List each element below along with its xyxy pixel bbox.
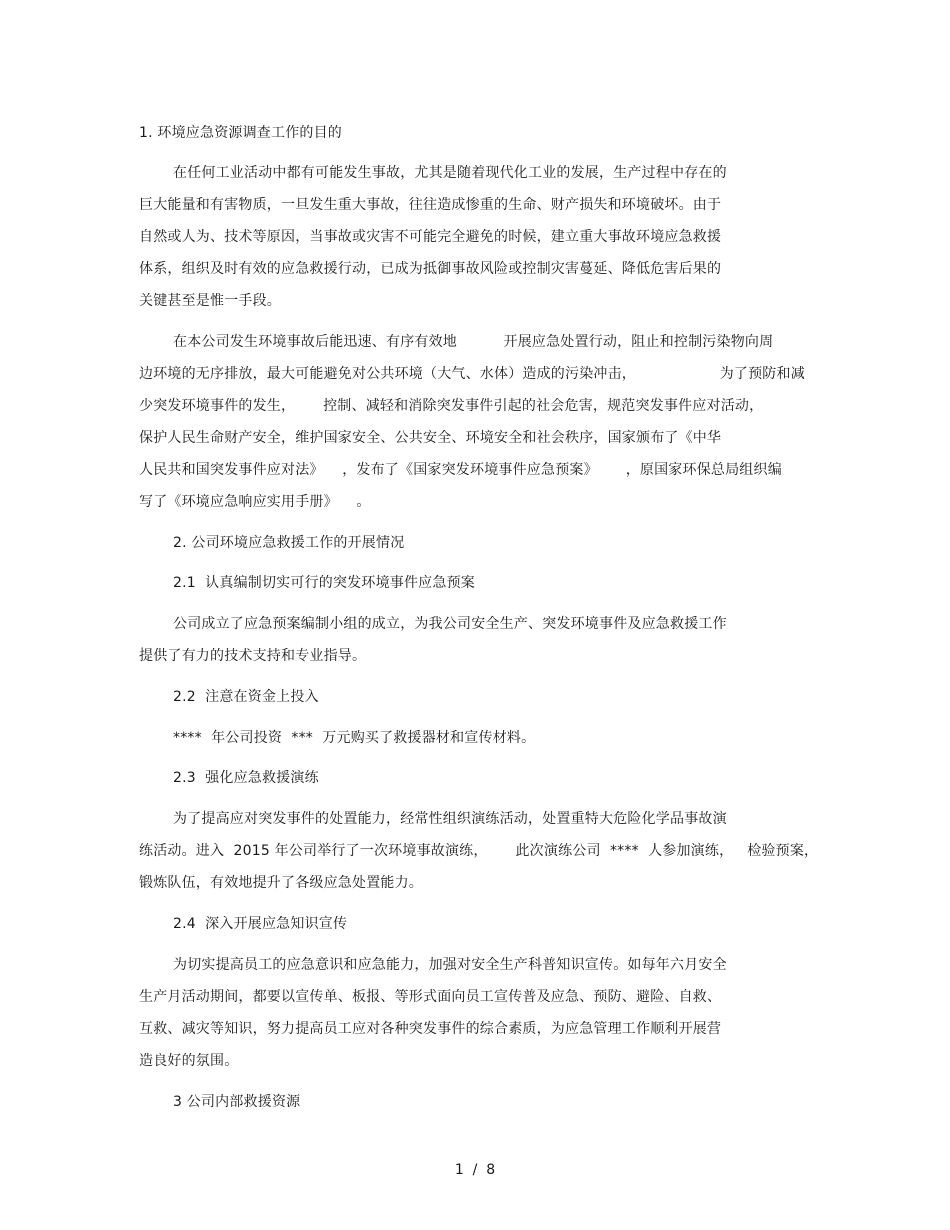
paragraph-line: 锻炼队伍，有效地提升了各级应急处置能力。	[139, 875, 423, 891]
paragraph-line: 少突发环境事件的发生， 控制、减轻和消除突发事件引起的社会危害，规范突发事件应对活动，	[139, 398, 764, 414]
section-heading-1: 1. 环境应急资源调查工作的目的	[139, 125, 343, 141]
paragraph-line: 自然或人为、技术等原因，当事故或灾害不可能完全避免的时候，建立重大事故环境应急救援	[139, 229, 722, 245]
paragraph-line: 提供了有力的技术支持和专业指导。	[139, 648, 367, 664]
subsection-heading-2-3: 2.3 强化应急救援演练	[173, 770, 319, 786]
paragraph-line: **** 年公司投资 *** 万元购买了救援器材和宣传材料。	[173, 730, 536, 746]
section-heading-3: 3 公司内部救援资源	[173, 1094, 301, 1110]
subsection-heading-2-2: 2.2 注意在资金上投入	[173, 689, 319, 705]
paragraph-line: 公司成立了应急预案编制小组的成立，为我公司安全生产、突发环境事件及应急救援工作	[173, 616, 727, 632]
subsection-heading-2-4: 2.4 深入开展应急知识宣传	[173, 916, 348, 932]
paragraph-line: 体系，组织及时有效的应急救援行动，已成为抵御事故风险或控制灾害蔓延、降低危害后果的	[139, 261, 722, 277]
paragraph-line: 写了《环境应急响应实用手册》 。	[139, 494, 371, 510]
paragraph-line: 互救、减灾等知识，努力提高员工应对各种突发事件的综合素质，为应急管理工作顺利开展营	[139, 1021, 722, 1037]
paragraph-line: 造良好的氛围。	[139, 1053, 239, 1069]
paragraph-line: 在本公司发生环境事故后能迅速、有序有效地 开展应急处置行动，阻止和控制污染物向周	[173, 334, 774, 350]
paragraph-line: 边环境的无序排放，最大可能避免对公共环境（大气、水体）造成的污染冲击， 为了预防和减	[139, 366, 805, 382]
paragraph-line: 生产月活动期间，都要以宣传单、板报、等形式面向员工宣传普及应急、预防、避险、自救、	[139, 989, 722, 1005]
paragraph-line: 在任何工业活动中都有可能发生事故，尤其是随着现代化工业的发展，生产过程中存在的	[173, 165, 727, 181]
paragraph-line: 关键甚至是惟一手段。	[139, 293, 281, 309]
paragraph-line: 为了提高应对突发事件的处置能力，经常性组织演练活动，处置重特大危险化学品事故演	[173, 811, 727, 827]
subsection-heading-2-1: 2.1 认真编制切实可行的突发环境事件应急预案	[173, 575, 475, 591]
page-number: 1 / 8	[454, 1162, 496, 1178]
section-heading-2: 2. 公司环境应急救援工作的开展情况	[173, 535, 405, 551]
paragraph-line: 为切实提高员工的应急意识和应急能力，加强对安全生产科普知识宣传。如每年六月安全	[173, 957, 727, 973]
paragraph-line: 练活动。进入 2015 年公司举行了一次环境事故演练， 此次演练公司 **** 人参加演练， 检验预案，	[139, 843, 819, 859]
paragraph-line: 巨大能量和有害物质，一旦发生重大事故，往往造成惨重的生命、财产损失和环境破坏。由于	[139, 197, 722, 213]
paragraph-line: 保护人民生命财产安全，维护国家安全、公共安全、环境安全和社会秩序，国家颁布了《中华	[139, 430, 722, 446]
paragraph-line: 人民共和国突发事件应对法》 ，发布了《国家突发环境事件应急预案》 ，原国家环保总局组织编	[139, 462, 782, 478]
